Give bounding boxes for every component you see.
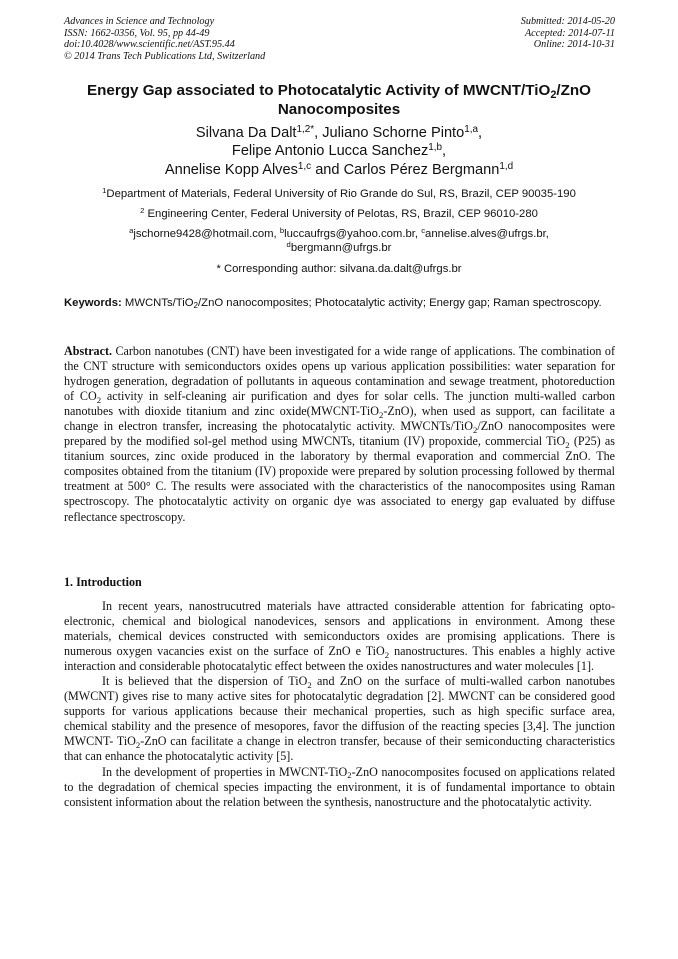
- affiliation-2: $^2$ Engineering Center, Federal University of Pelotas, RS, Brazil, CEP 96010-280: [140, 206, 538, 220]
- author-name: Carlos Pérez Bergmann: [343, 161, 500, 178]
- journal-issn: ISSN: 1662-0356, Vol. 95, pp 44-49: [64, 27, 210, 39]
- author-name: Annelise Kopp Alves: [164, 161, 298, 178]
- author-list: Silvana Da Dalt$^{1,2*}$, Juliano Schorne Pinto$^{1,a}$, Felipe Antonio Lucca Sanchez$^{1,b}$, Annelise Kopp Alves$^{1,c}$ and Carlos Pérez Bergmann$^{1,d}$: [164, 124, 514, 178]
- journal-copyright: © 2014 Trans Tech Publications Ltd, Switzerland: [64, 50, 266, 62]
- paragraph: It is believed that the dispersion of TiO$_2$ and ZnO on the surface of multi-walled carbon nanotubes (MWCNT) gives rise to many active sites for photocatalytic degradation [2]. MWCNT can be considered good supports for various applications because their mechanical properties, such as high specific surface area, chemical stability and the presence of mesopores, favor the diffusion of the reacting species [3,4]. The junction MWCNT- TiO$_2$-ZnO can facilitate a change in electron transfer, because of their semiconducting characteristics that can enhance the photocatalytic activity [5].: [64, 674, 615, 764]
- author-name: Felipe Antonio Lucca Sanchez: [231, 143, 429, 160]
- journal-doi: doi:10.4028/www.scientific.net/AST.95.44: [64, 39, 235, 51]
- accepted-date: Accepted: 2014-07-11: [524, 27, 615, 39]
- paragraph: In the development of properties in MWCNT-TiO$_2$-ZnO nanocomposites focused on applications related to the degradation of chemical species impacting the environment, it is of fundamental importance to obtain consistent information about the relation between the synthesis, nanostructure and the photocatalytic activity.: [64, 764, 615, 809]
- journal-name: Advances in Science and Technology: [64, 16, 215, 27]
- introduction-body: [64, 599, 615, 810]
- paper-title: Energy Gap associated to Photocatalytic Activity of MWCNT/TiO$_2$/ZnO Nanocomposites: [87, 82, 591, 118]
- author-name: Juliano Schorne Pinto: [322, 125, 465, 141]
- section-heading: 1. Introduction: [64, 575, 142, 589]
- dates-header: [521, 16, 615, 51]
- affiliation-1: $^1$Department of Materials, Federal University of Rio Grande do Sul, RS, Brazil, CEP 90035-190: [102, 186, 576, 200]
- keywords: Keywords: MWCNTs/TiO$_2$/ZnO nanocomposites; Photocatalytic activity; Energy gap; Raman spectroscopy.: [64, 297, 602, 311]
- online-date: Online: 2014-10-31: [533, 39, 615, 51]
- author-name: Silvana Da Dalt: [195, 125, 297, 141]
- author-emails: $^a$jschorne9428@hotmail.com, $^b$luccaufrgs@yahoo.com.br, $^c$annelise.alves@ufrgs.br, $^d$bergmann@ufrgs.br: [129, 226, 549, 254]
- corresponding-author: * Corresponding author: silvana.da.dalt@ufrgs.br: [216, 263, 462, 275]
- abstract: Abstract. Carbon nanotubes (CNT) have been investigated for a wide range of applications. The combination of the CNT structure with semiconductors oxides opens up various application possibilities: water separation for hydrogen generation, degradation of pollutants in aqueous contamination and sewage treatment, photoreduction of $CO_2$ activity in self-cleaning air purification and dyes for solar cells. The junction multi-walled carbon nanotubes with dioxide titanium and zinc oxide(MWCNT-TiO$_2$-ZnO), when used as support, can facilitate a change in electron transfer, increasing the photocatalytic activity. MWCNTs/TiO$_2$/ZnO nanocomposites were prepared by the modified sol-gel method using MWCNTs, titanium (IV) propoxide, commercial TiO$_2$ (P25) as titanium sources, zinc oxide produced in the laboratory by thermal evaporation and commercial ZnO. The composites obtained from the titanium (IV) propoxide were prepared by solution processing followed by thermal treatment at 500° C. The results were associated with the characteristics of the nanocomposites using Raman spectroscopy. The photocatalytic activity on organic dye was associated to energy gap evaluated by diffuse reflectance spectroscopy.: [64, 344, 615, 524]
- submitted-date: Submitted: 2014-05-20: [520, 16, 615, 27]
- paragraph: In recent years, nanostrucutred materials have attracted considerable attention for fabricating opto-electronic, chemical and biological nanodevices, sensors and applications in environment. Among these materials, chemical devices constructed with semiconductors oxides are promising applications. There is numerous oxygen vacancies exist on the surface of ZnO e TiO$_2$ nanostructures. This enables a highly active interaction and considerable photocatalytic effect between the oxides nanostructures and water molecules [1].: [64, 599, 615, 674]
- journal-header: [64, 16, 265, 62]
